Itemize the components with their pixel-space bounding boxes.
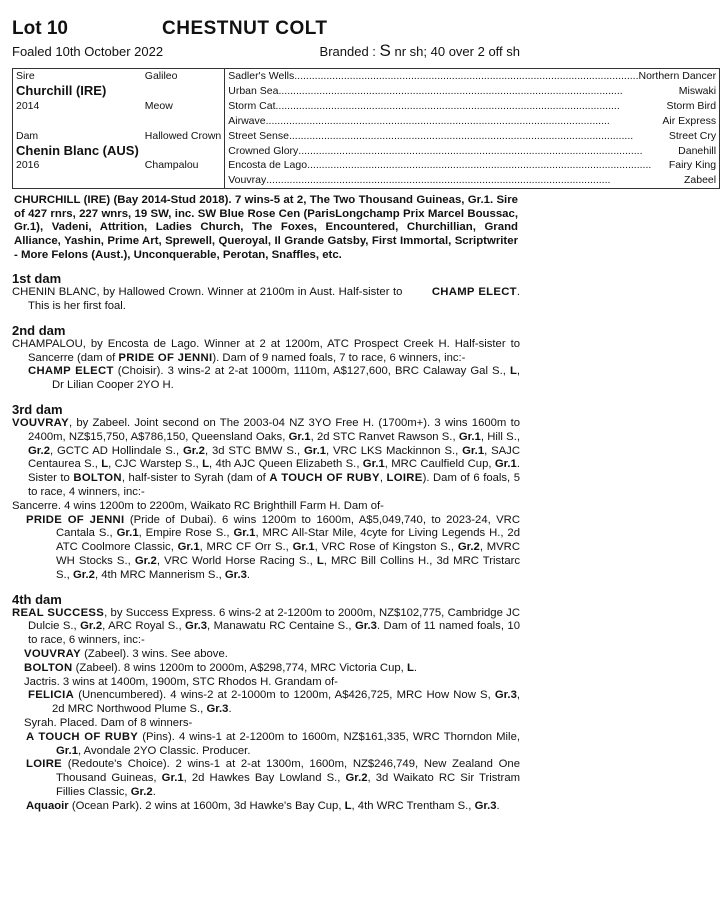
pedigree-gp-2: Meow — [142, 99, 225, 114]
dam-paragraph: CHAMPALOU, by Encosta de Lago. Winner at 2 at 1200m, ATC Prospect Creek H. Half-sister to Sancerre (dam of PRIDE OF JENNI). Dam of 9 named foals, 7 to race, 6 winners, inc:- — [12, 337, 520, 364]
dam-paragraph: VOUVRAY, by Zabeel. Joint second on The 2003-04 NZ 3YO Free H. (1700m+). 3 wins 1600m to 2400m, NZ$15,750, A$786,150, Queensland Oaks, Gr.1, 2d STC Ranvet Rawson S., Gr.1, Hill S., Gr.2, GCTC AD Hollindale S., Gr.2, 3d STC BMW S., Gr.1, VRC LKS Mackinnon S., Gr.1, SAJC Centaurea S., L, CJC Warstep S., L, 4th AJC Queen Elizabeth S., Gr.1, MRC Caulfield Cup, Gr.1. Sister to BOLTON, half-sister to Syrah (dam of A TOUCH OF RUBY, LOIRE). Dam of 6 foals, 5 to race, 4 winners, inc:- — [12, 417, 521, 498]
pedigree-ggp-3: Storm Cat ..... Storm Bird — [225, 99, 720, 114]
sire-label: Sire — [16, 70, 35, 82]
dam-year: 2016 — [16, 159, 40, 172]
first-dam-section — [12, 271, 520, 314]
foaled-date: Foaled 10th October 2022 — [12, 44, 164, 59]
fourth-dam-section — [12, 592, 520, 814]
pedigree-gp-4: Champalou — [142, 158, 225, 173]
progeny-entry: Jactris. 3 wins at 1400m, 1900m, STC Rhodos H. Grandam of- — [24, 675, 338, 688]
section-heading: 4th dam — [12, 591, 62, 607]
pedigree-ggp-8: Vouvray ..... Zabeel — [225, 173, 720, 188]
sire-name: Churchill (IRE) — [16, 82, 107, 98]
dam-paragraph: CHENIN BLANC, by Hallowed Crown. Winner at 2100m in Aust. Half-sister to CHAMP ELECT. This is her first foal. — [12, 286, 520, 313]
brand-info — [319, 41, 520, 61]
sire-year: 2014 — [16, 99, 40, 112]
progeny-entry: Aquaoir (Ocean Park). 2 wins at 1600m, 3d Hawke's Bay Cup, L, 4th WRC Trentham S., Gr.3. — [26, 799, 500, 812]
section-heading: 1st dam — [12, 271, 62, 287]
progeny-entry: PRIDE OF JENNI (Pride of Dubai). 6 wins 1200m to 1600m, A$5,049,740, to 2023-24, VRC Cantala S., Gr.1, Empire Rose S., Gr.1, MRC All-Star Mile, 4cyte for Living Legends H., 2d ATC Coolmore Classic, Gr.1, MRC CF Orr S., Gr.1, VRC Rose of Kingston S., Gr.2, MVRC WH Stocks S., Gr.2, VRC World Horse Racing S., L, MRC Bill Collins H., 3d MRC Tristarc S., Gr.2, 4th MRC Mannerism S., Gr.3. — [26, 513, 521, 581]
lot-number: Lot 10 — [12, 18, 68, 39]
section-heading: 3rd dam — [12, 402, 63, 417]
pedigree-ggp-2: Urban Sea ..... Miswaki — [225, 84, 720, 99]
dam-label: Dam — [16, 129, 39, 142]
third-dam-section — [12, 402, 520, 583]
sire-summary: CHURCHILL (IRE) (Bay 2014-Stud 2018). 7 wins-5 at 2, The Two Thousand Guineas, Gr.1. Sire of 427 rnrs, 227 wnrs, 19 SW, inc. SW Blue Rose Cen (ParisLongchamp Prix Marcel Boussac, Gr.1), Vadeni, Attrition, Ladies Church, The Foxes, Encountered, Churchillian, Grand Alliance, Yashin, Prime Art, Sprewell, Queroyal, Il Grande Gatsby, First Immortal, Scriptwriter - More Felons (Aust.), Unconquerable, Perotan, Snaffles, etc. — [14, 194, 518, 261]
progeny-entry: BOLTON (Zabeel). 8 wins 1200m to 2000m, A$298,774, MRC Victoria Cup, L. — [24, 661, 417, 674]
brand-description: nr sh; 40 over 2 off sh — [394, 44, 520, 59]
pedigree-ggp-1: Sadler's Wells ..... Northern Dancer — [225, 69, 720, 84]
pedigree-ggp-5: Street Sense ..... Street Cry — [225, 129, 720, 144]
section-heading: 2nd dam — [12, 322, 66, 338]
progeny-entry: FELICIA (Unencumbered). 4 wins-2 at 2-1000m to 1200m, A$426,725, MRC How Now S, Gr.3, 2d MRC Northwood Plume S., Gr.3. — [28, 689, 520, 716]
progeny-entry: LOIRE (Redoute's Choice). 2 wins-1 at 2-at 1300m, 1600m, NZ$246,749, New Zealand One Thousand Guineas, Gr.1, 2d Hawkes Bay Lowland S., Gr.2, 3d Waikato RC Sir Tristram Fillies Classic, Gr.2. — [26, 758, 521, 798]
brand-mark: S — [379, 41, 391, 60]
pedigree-ggp-6: Crowned Glory ..... Danehill — [225, 144, 720, 159]
pedigree-table — [12, 68, 720, 189]
pedigree-ggp-7: Encosta de Lago ..... Fairy King — [225, 158, 720, 173]
progeny-entry: Sancerre. 4 wins 1200m to 2200m, Waikato RC Brighthill Farm H. Dam of- — [12, 499, 384, 512]
pedigree-ggp-4: Airwave ..... Air Express — [225, 114, 720, 129]
horse-description: CHESTNUT COLT — [162, 18, 328, 39]
progeny-entry: A TOUCH OF RUBY (Pins). 4 wins-1 at 2-1200m to 1600m, NZ$161,335, WRC Thorndon Mile, Gr.1, Avondale 2YO Classic. Producer. — [26, 730, 520, 757]
dam-paragraph: REAL SUCCESS, by Success Express. 6 wins-2 at 2-1200m to 2000m, NZ$102,775, Cambridge JC Dulcie S., Gr.2, ARC Royal S., Gr.3, Manawatu RC Centaine S., Gr.3. Dam of 11 named foals, 10 to race, 6 winners, inc:- — [12, 606, 520, 647]
progeny-entry: CHAMP ELECT (Choisir). 3 wins-2 at 2-at 1000m, 1110m, A$127,600, BRC Calaway Gal S., L, Dr Lilian Cooper 2YO H. — [28, 365, 521, 392]
progeny-entry: Syrah. Placed. Dam of 8 winners- — [24, 716, 193, 729]
lot-header — [12, 18, 520, 42]
dam-name: Chenin Blanc (AUS) — [16, 142, 139, 158]
progeny-entry: VOUVRAY (Zabeel). 3 wins. See above. — [24, 647, 228, 660]
second-dam-section — [12, 323, 520, 393]
sub-header — [12, 41, 520, 61]
pedigree-gp-1: Galileo — [142, 69, 225, 84]
catalogue-page — [12, 18, 717, 814]
branded-label: Branded : — [319, 44, 376, 59]
pedigree-gp-3: Hallowed Crown — [142, 129, 225, 144]
